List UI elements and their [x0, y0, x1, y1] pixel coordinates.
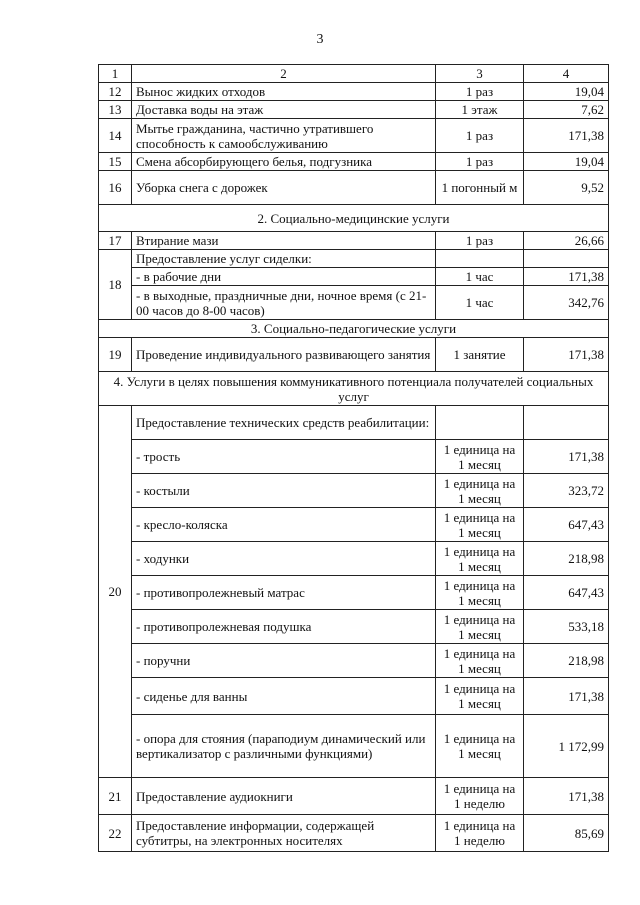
service-name: - противопролежневый матрас — [132, 576, 436, 610]
service-unit: 1 единица на 1 месяц — [436, 576, 524, 610]
service-price: 171,38 — [524, 268, 609, 286]
service-price: 647,43 — [524, 576, 609, 610]
service-unit: 1 час — [436, 286, 524, 320]
service-price: 218,98 — [524, 542, 609, 576]
service-unit: 1 единица на 1 неделю — [436, 815, 524, 852]
service-name: - костыли — [132, 474, 436, 508]
service-name: Предоставление аудиокниги — [132, 778, 436, 815]
table-row — [99, 678, 609, 715]
row-number: 15 — [99, 153, 132, 171]
service-group-title: Предоставление услуг сиделки: — [132, 250, 436, 268]
service-unit: 1 единица на 1 месяц — [436, 644, 524, 678]
table-row — [99, 171, 609, 205]
service-name: Уборка снега с дорожек — [132, 171, 436, 205]
table-row — [99, 474, 609, 508]
section-row — [99, 320, 609, 338]
section-row — [99, 205, 609, 232]
service-price: 171,38 — [524, 778, 609, 815]
service-price: 323,72 — [524, 474, 609, 508]
table-row — [99, 286, 609, 320]
table-row — [99, 778, 609, 815]
service-name: Проведение индивидуального развивающего занятия — [132, 338, 436, 372]
service-price: 171,38 — [524, 119, 609, 153]
table-row — [99, 232, 609, 250]
table-row — [99, 119, 609, 153]
row-number: 20 — [99, 406, 132, 778]
table-row — [99, 576, 609, 610]
table-row — [99, 715, 609, 778]
table-row — [99, 83, 609, 101]
row-number: 12 — [99, 83, 132, 101]
section-heading: 4. Услуги в целях повышения коммуникативного потенциала получателей социальных услуг — [99, 372, 609, 406]
header-cell: 3 — [436, 65, 524, 83]
row-number: 21 — [99, 778, 132, 815]
service-unit: 1 раз — [436, 83, 524, 101]
service-price: 19,04 — [524, 83, 609, 101]
page-number: 3 — [316, 32, 324, 47]
service-unit: 1 погонный м — [436, 171, 524, 205]
service-unit: 1 раз — [436, 119, 524, 153]
service-unit: 1 единица на 1 неделю — [436, 778, 524, 815]
table-row — [99, 338, 609, 372]
header-cell: 1 — [99, 65, 132, 83]
table-row — [99, 101, 609, 119]
service-price: 26,66 — [524, 232, 609, 250]
table-row — [99, 440, 609, 474]
row-number: 13 — [99, 101, 132, 119]
service-price: 7,62 — [524, 101, 609, 119]
service-price: 342,76 — [524, 286, 609, 320]
service-price: 1 172,99 — [524, 715, 609, 778]
service-name: - ходунки — [132, 542, 436, 576]
service-name: Доставка воды на этаж — [132, 101, 436, 119]
service-unit — [436, 250, 524, 268]
service-unit: 1 единица на 1 месяц — [436, 678, 524, 715]
table-row — [99, 153, 609, 171]
service-unit: 1 час — [436, 268, 524, 286]
service-name: Вынос жидких отходов — [132, 83, 436, 101]
service-price: 171,38 — [524, 338, 609, 372]
service-price: 85,69 — [524, 815, 609, 852]
service-name: - поручни — [132, 644, 436, 678]
service-name: - в рабочие дни — [132, 268, 436, 286]
service-price: 9,52 — [524, 171, 609, 205]
service-unit: 1 единица на 1 месяц — [436, 474, 524, 508]
service-name: Смена абсорбирующего белья, подгузника — [132, 153, 436, 171]
service-name: - в выходные, праздничные дни, ночное время (с 21-00 часов до 8-00 часов) — [132, 286, 436, 320]
service-unit: 1 занятие — [436, 338, 524, 372]
service-name: - кресло-коляска — [132, 508, 436, 542]
service-name: - противопролежневая подушка — [132, 610, 436, 644]
service-name: - опора для стояния (параподиум динамический или вертикализатор с различными функциями) — [132, 715, 436, 778]
service-price: 171,38 — [524, 678, 609, 715]
header-cell: 4 — [524, 65, 609, 83]
service-unit: 1 единица на 1 месяц — [436, 715, 524, 778]
table-row — [99, 815, 609, 852]
table-row — [99, 610, 609, 644]
service-unit: 1 раз — [436, 153, 524, 171]
row-number: 18 — [99, 250, 132, 320]
service-group-title: Предоставление технических средств реабилитации: — [132, 406, 436, 440]
table-row — [99, 250, 609, 268]
service-unit: 1 раз — [436, 232, 524, 250]
service-unit: 1 единица на 1 месяц — [436, 508, 524, 542]
header-row — [99, 65, 609, 83]
service-name: - трость — [132, 440, 436, 474]
row-number: 22 — [99, 815, 132, 852]
service-name: Втирание мази — [132, 232, 436, 250]
table-row — [99, 644, 609, 678]
table-row — [99, 542, 609, 576]
row-number: 17 — [99, 232, 132, 250]
tariff-table — [98, 64, 609, 852]
service-unit: 1 этаж — [436, 101, 524, 119]
section-heading: 3. Социально-педагогические услуги — [99, 320, 609, 338]
row-number: 14 — [99, 119, 132, 153]
service-name: - сиденье для ванны — [132, 678, 436, 715]
service-name: Предоставление информации, содержащей субтитры, на электронных носителях — [132, 815, 436, 852]
row-number: 16 — [99, 171, 132, 205]
service-price — [524, 250, 609, 268]
service-unit — [436, 406, 524, 440]
table-row — [99, 268, 609, 286]
service-price: 218,98 — [524, 644, 609, 678]
table-row — [99, 406, 609, 440]
header-cell: 2 — [132, 65, 436, 83]
service-price: 647,43 — [524, 508, 609, 542]
row-number: 19 — [99, 338, 132, 372]
table-row — [99, 508, 609, 542]
service-price — [524, 406, 609, 440]
service-price: 19,04 — [524, 153, 609, 171]
service-price: 533,18 — [524, 610, 609, 644]
service-price: 171,38 — [524, 440, 609, 474]
service-unit: 1 единица на 1 месяц — [436, 440, 524, 474]
section-heading: 2. Социально-медицинские услуги — [99, 205, 609, 232]
service-unit: 1 единица на 1 месяц — [436, 610, 524, 644]
service-unit: 1 единица на 1 месяц — [436, 542, 524, 576]
service-name: Мытье гражданина, частично утратившего способность к самообслуживанию — [132, 119, 436, 153]
section-row — [99, 372, 609, 406]
